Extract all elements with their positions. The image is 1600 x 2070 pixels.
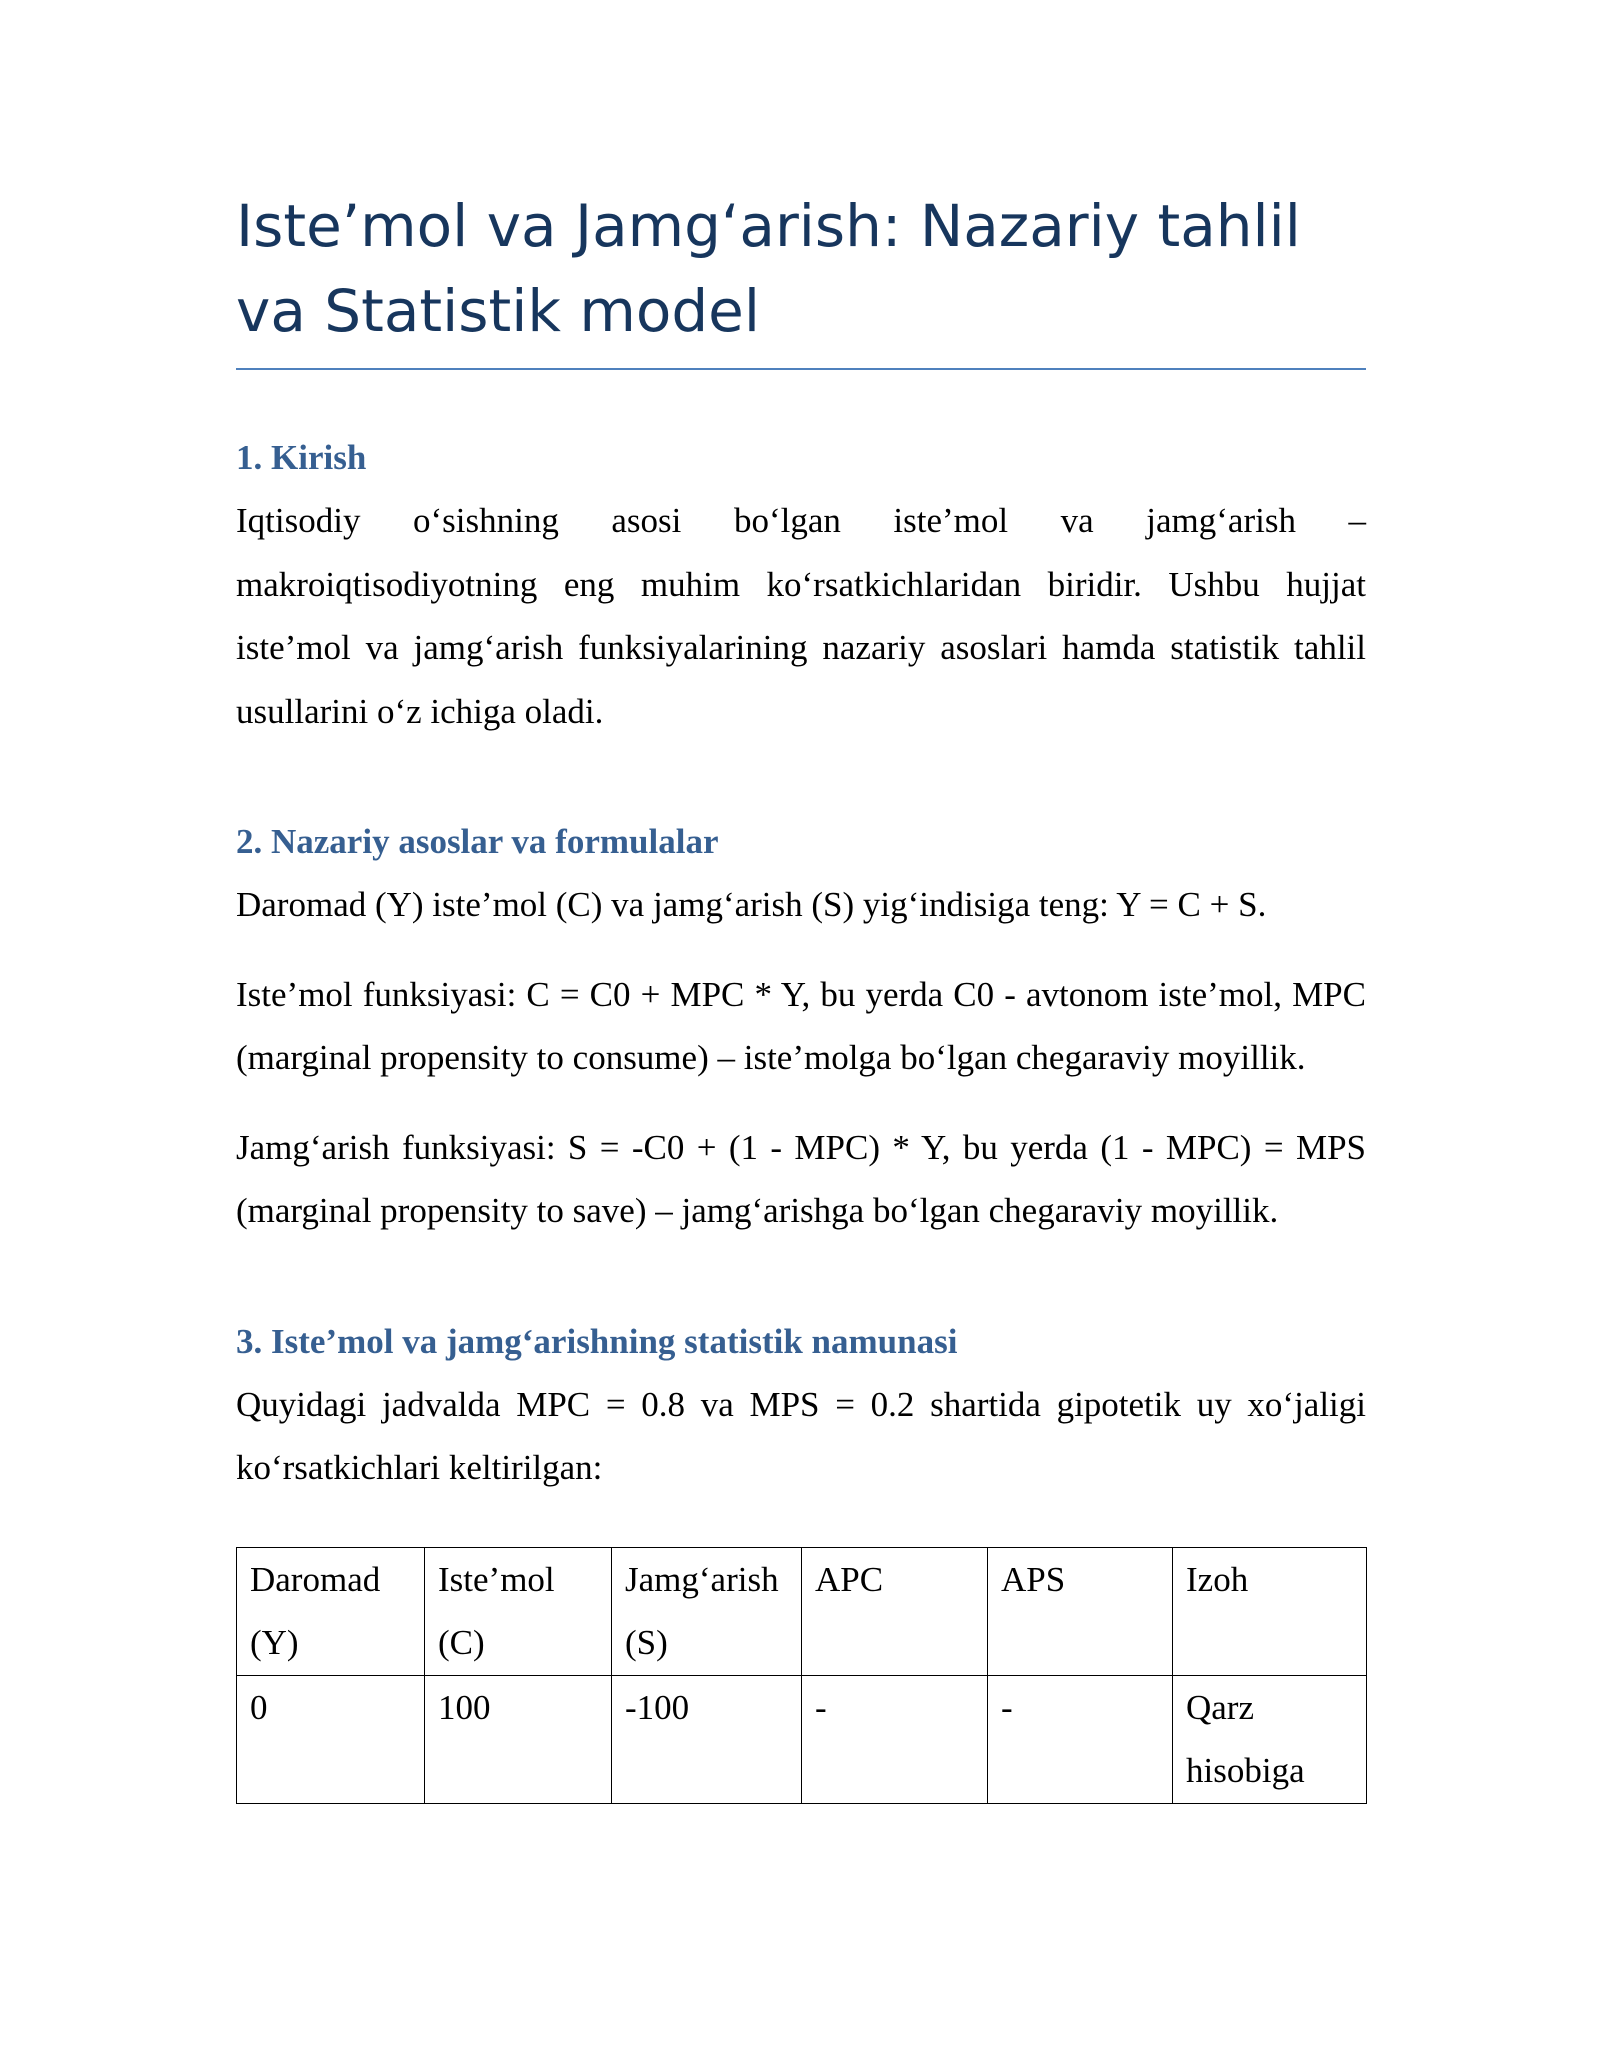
- table-row: [237, 1675, 1367, 1803]
- table-cell: -: [802, 1675, 988, 1803]
- table-cell: Qarz hisobiga: [1173, 1675, 1367, 1803]
- paragraph-jamgarish-funksiyasi: Jamg‘arish funksiyasi: S = -C0 + (1 - MPC) * Y, bu yerda (1 - MPC) = MPS (marginal propensity to save) – jamg‘arishga bo‘lgan chegaraviy moyillik.: [236, 1127, 1366, 1230]
- table-cell: 100: [425, 1675, 612, 1803]
- data-table: [236, 1547, 1367, 1804]
- document-page: [236, 184, 1366, 1804]
- paragraph-kirish: Iqtisodiy o‘sishning asosi bo‘lgan iste’mol va jamg‘arish – makroiqtisodiyotning eng muhim ko‘rsatkichlaridan biridir. Ushbu hujjat iste’mol va jamg‘arish funksiyalarining nazariy asoslari hamda statistik tahlil usullarini o‘z ichiga oladi.: [236, 501, 1366, 731]
- table-header-cell: Izoh: [1173, 1547, 1367, 1675]
- table-header-cell: Iste’mol (C): [425, 1547, 612, 1675]
- section-heading-statistik-namuna: 3. Iste’mol va jamg‘arishning statistik namunasi: [236, 1321, 958, 1361]
- table-cell: 0: [237, 1675, 425, 1803]
- section-heading-kirish: 1. Kirish: [236, 438, 367, 477]
- table-cell: -100: [612, 1675, 802, 1803]
- table-header-cell: APS: [988, 1547, 1173, 1675]
- table-header-cell: Jamg‘arish (S): [612, 1547, 802, 1675]
- section-heading-nazariy-asoslar: 2. Nazariy asoslar va formulalar: [236, 822, 719, 861]
- table-header-cell: APC: [802, 1547, 988, 1675]
- table-cell: -: [988, 1675, 1173, 1803]
- table-header-cell: Daromad (Y): [237, 1547, 425, 1675]
- table-header-row: [237, 1547, 1367, 1675]
- paragraph-istemol-funksiyasi: Iste’mol funksiyasi: C = C0 + MPC * Y, bu yerda C0 - avtonom iste’mol, MPC (marginal propensity to consume) – iste’molga bo‘lgan chegaraviy moyillik.: [236, 974, 1366, 1077]
- document-title: Iste’mol va Jamg‘arish: Nazariy tahlil va Statistik model: [236, 184, 1366, 370]
- paragraph-daromad-formula: Daromad (Y) iste’mol (C) va jamg‘arish (S) yig‘indisiga teng: Y = C + S.: [236, 885, 1267, 924]
- paragraph-jadval-izohi: Quyidagi jadvalda MPC = 0.8 va MPS = 0.2 shartida gipotetik uy xo‘jaligi ko‘rsatkichlari keltirilgan:: [236, 1384, 1366, 1487]
